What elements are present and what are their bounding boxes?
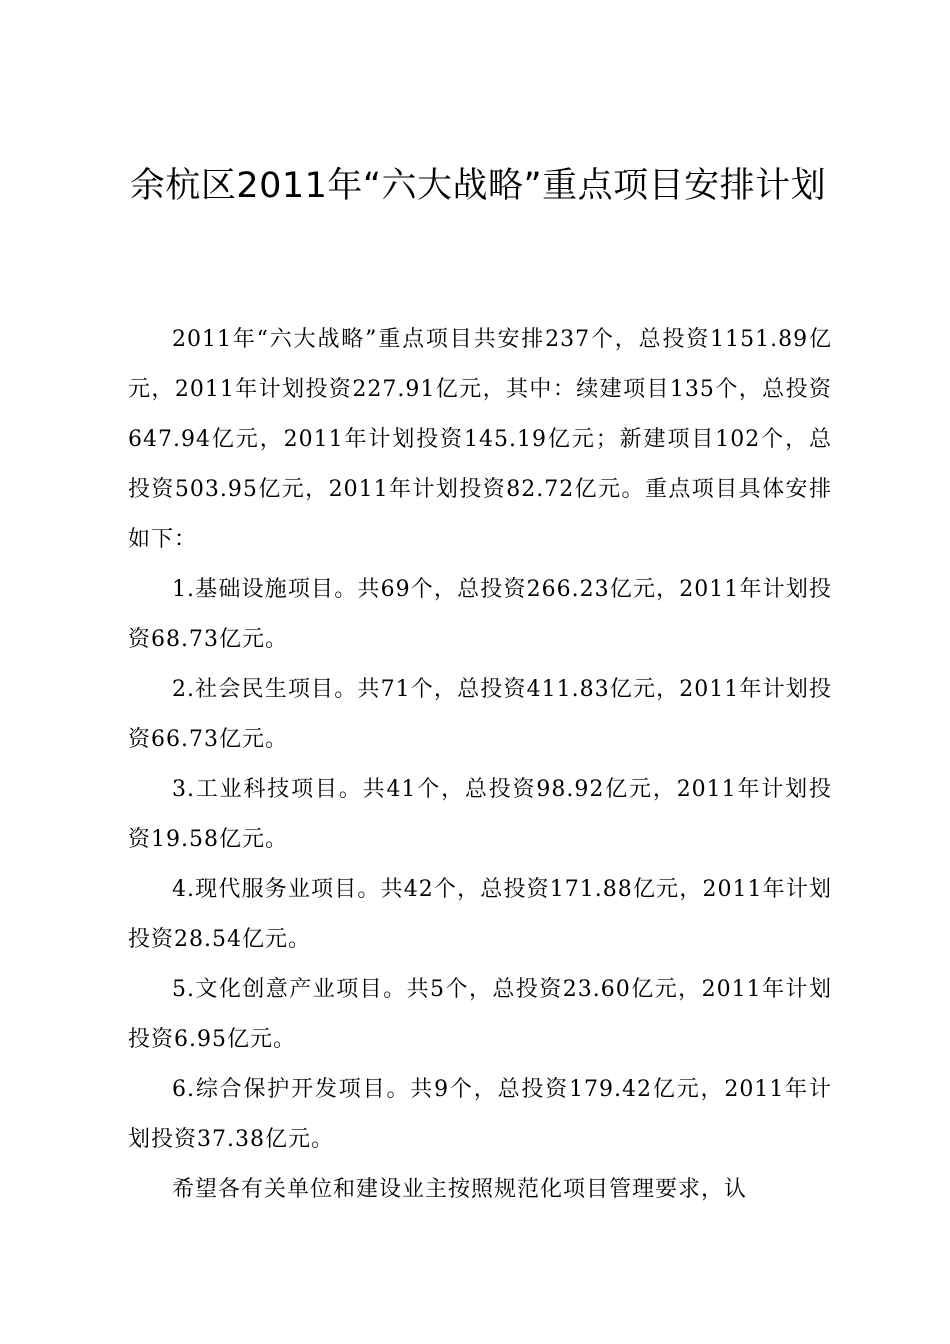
item-cultural-creative: 5.文化创意产业项目。共5个，总投资23.60亿元，2011年计划投资6.95亿元。: [128, 977, 832, 1052]
intro-paragraph: 2011年“六大战略”重点项目共安排237个，总投资1151.89亿元，2011年计划投资227.91亿元，其中：续建项目135个，总投资647.94亿元，2011年计划投资145.19亿元；新建项目102个，总投资503.95亿元，2011年计划投资82.72亿元。重点项目具体安排如下：: [128, 327, 832, 552]
closing-paragraph: 希望各有关单位和建设业主按照规范化项目管理要求，认: [172, 1177, 748, 1202]
item-industry-technology: 3.工业科技项目。共41个，总投资98.92亿元，2011年计划投资19.58亿元。: [128, 777, 832, 852]
item-modern-services: 4.现代服务业项目。共42个，总投资171.88亿元，2011年计划投资28.54亿元。: [128, 877, 832, 952]
document-body: [128, 315, 832, 1215]
item-social-livelihood: 2.社会民生项目。共71个，总投资411.83亿元，2011年计划投资66.73亿元。: [128, 677, 832, 752]
item-infrastructure: 1.基础设施项目。共69个，总投资266.23亿元，2011年计划投资68.73亿元。: [128, 577, 832, 652]
item-comprehensive-protection: 6.综合保护开发项目。共9个，总投资179.42亿元，2011年计划投资37.38亿元。: [128, 1077, 832, 1152]
document-title: 余杭区2011年“六大战略”重点项目安排计划: [129, 166, 827, 206]
